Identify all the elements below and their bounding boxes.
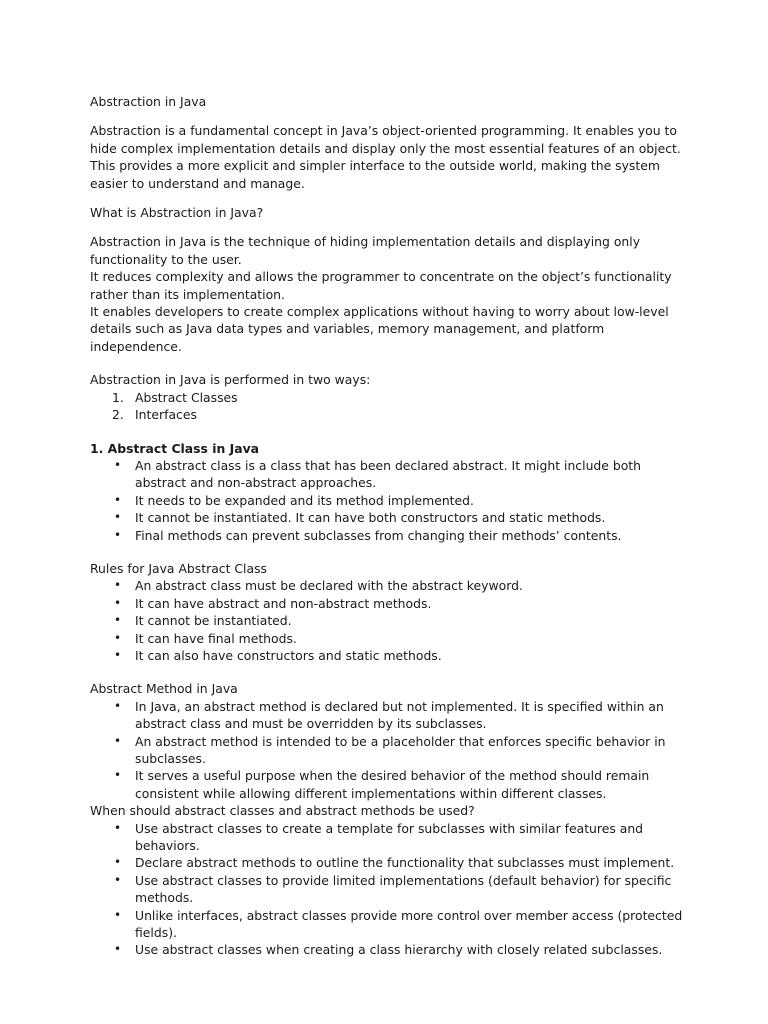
list-item <box>90 907 690 942</box>
list-item-text: It can have abstract and non-abstract methods. <box>135 595 432 611</box>
list-item <box>90 389 690 406</box>
list-number: 2. <box>112 407 124 423</box>
abstract-class-heading: 1. Abstract Class in Java <box>90 440 260 456</box>
when-list <box>90 820 690 959</box>
bullet-icon: • <box>114 578 122 593</box>
list-item-text: Declare abstract methods to outline the functionality that subclasses must implement. <box>135 855 675 871</box>
bullet-icon: • <box>114 510 122 525</box>
bullet-icon: • <box>114 855 122 870</box>
bullet-icon: • <box>114 820 122 835</box>
list-item-text: An abstract class must be declared with the abstract keyword. <box>135 578 523 594</box>
list-number: 1. <box>112 389 124 405</box>
list-item-text: In Java, an abstract method is declared but not implemented. It is specified within an abstract class and must be overridden by its subclasses. <box>135 698 664 732</box>
list-item <box>90 854 690 871</box>
bullet-icon: • <box>114 907 122 922</box>
list-item <box>90 767 690 802</box>
bullet-icon: • <box>114 613 122 628</box>
abstract-class-list <box>90 457 690 544</box>
list-item-text: It can also have constructors and static methods. <box>135 647 442 663</box>
ways-list <box>90 389 690 424</box>
list-item-text: It needs to be expanded and its method implemented. <box>135 492 474 508</box>
bullet-icon: • <box>114 457 122 472</box>
bullet-icon: • <box>114 733 122 748</box>
bullet-icon: • <box>114 647 122 662</box>
list-item <box>90 457 690 492</box>
document-title: Abstraction in Java <box>90 94 207 109</box>
abstract-class-section <box>90 440 690 544</box>
what-line: Abstraction in Java is the technique of hiding implementation details and displaying only functionality to the user. <box>90 234 641 267</box>
list-item <box>90 820 690 855</box>
list-item <box>90 941 690 958</box>
list-item-text: Use abstract classes to provide limited implementations (default behavior) for specific methods. <box>135 872 672 906</box>
ways-heading: Abstraction in Java is performed in two ways: <box>90 372 371 388</box>
intro-paragraph: Abstraction is a fundamental concept in Java’s object-oriented programming. It enables you to hide complex implementation details and display only the most essential features of an object. This provides a more explicit and simpler interface to the outside world, making the system easier to understand and manage. <box>90 123 681 191</box>
abstract-method-list <box>90 698 690 802</box>
bullet-icon: • <box>114 595 122 610</box>
list-item <box>90 612 690 629</box>
when-section <box>90 802 690 959</box>
list-item <box>90 647 690 664</box>
list-item-text: Unlike interfaces, abstract classes provide more control over member access (protected fields). <box>135 907 683 941</box>
what-line: It enables developers to create complex applications without having to worry about low-level details such as Java data types and variables, memory management, and platform independence. <box>90 304 669 354</box>
list-item-text: Use abstract classes to create a template for subclasses with similar features and behaviors. <box>135 820 644 854</box>
document-page <box>90 93 690 959</box>
what-paragraph <box>90 233 690 355</box>
abstract-method-section <box>90 680 690 802</box>
list-item <box>90 509 690 526</box>
rules-section <box>90 560 690 664</box>
list-item-text: Abstract Classes <box>135 389 238 405</box>
what-line: It reduces complexity and allows the programmer to concentrate on the object’s functionality rather than its implementation. <box>90 269 672 302</box>
list-item-text: It can have final methods. <box>135 630 297 646</box>
rules-list <box>90 577 690 664</box>
list-item-text: An abstract class is a class that has been declared abstract. It might include both abstract and non-abstract approaches. <box>135 457 642 491</box>
bullet-icon: • <box>114 630 122 645</box>
list-item-text: An abstract method is intended to be a placeholder that enforces specific behavior in subclasses. <box>135 733 666 766</box>
list-item <box>90 406 690 423</box>
list-item <box>90 595 690 612</box>
list-item <box>90 527 690 544</box>
bullet-icon: • <box>114 872 122 887</box>
list-item <box>90 872 690 907</box>
when-heading: When should abstract classes and abstract methods be used? <box>90 803 475 819</box>
bullet-icon: • <box>114 698 122 713</box>
list-item-text: Final methods can prevent subclasses from changing their methods’ contents. <box>135 527 622 543</box>
list-item <box>90 577 690 594</box>
ways-section <box>90 371 690 423</box>
bullet-icon: • <box>114 942 122 957</box>
list-item-text: It serves a useful purpose when the desired behavior of the method should remain consistent while allowing different implementations within different classes. <box>135 768 650 801</box>
list-item <box>90 733 690 768</box>
list-item-text: It cannot be instantiated. It can have both constructors and static methods. <box>135 510 606 526</box>
list-item-text: It cannot be instantiated. <box>135 613 292 629</box>
abstract-method-heading: Abstract Method in Java <box>90 681 238 697</box>
list-item <box>90 492 690 509</box>
rules-heading: Rules for Java Abstract Class <box>90 560 268 576</box>
bullet-icon: • <box>114 768 122 783</box>
list-item <box>90 698 690 733</box>
bullet-icon: • <box>114 527 122 542</box>
what-heading: What is Abstraction in Java? <box>90 205 264 221</box>
list-item-text: Use abstract classes when creating a class hierarchy with closely related subclasses. <box>135 942 663 958</box>
bullet-icon: • <box>114 492 122 507</box>
list-item <box>90 630 690 647</box>
list-item-text: Interfaces <box>135 407 197 423</box>
